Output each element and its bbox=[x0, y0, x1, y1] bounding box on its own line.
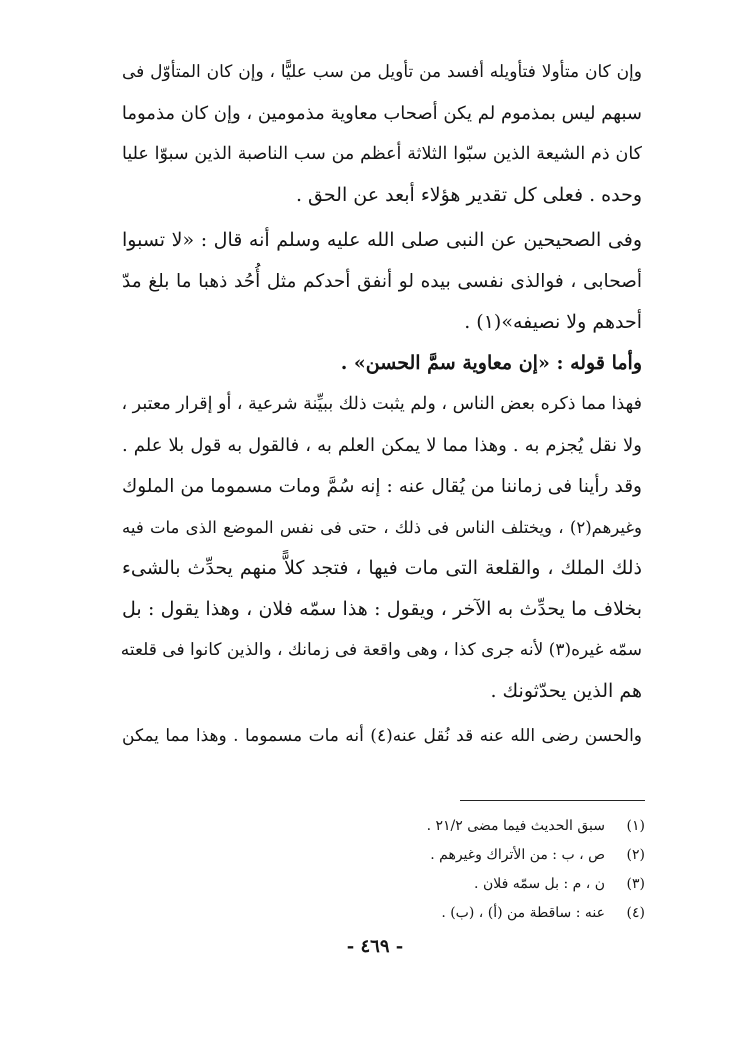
text-line: وقد رأينا فى زماننا من يُقال عنه : إنه سُمَّ ومات مسموما من الملوك bbox=[122, 476, 642, 497]
section-heading: وأما قوله : «إن معاوية سمَّ الحسن» . bbox=[340, 352, 642, 374]
footnote-number: (٣) bbox=[626, 876, 645, 892]
footnote-divider bbox=[460, 800, 645, 801]
footnote-number: (١) bbox=[626, 818, 645, 834]
text-line: كان ذم الشيعة الذين سبّوا الثلاثة أعظم من سب الناصبة الذين سبوّا عليا bbox=[122, 144, 642, 164]
text-line: أصحابى ، فوالذى نفسى بيده لو أنفق أحدكم مثل أُحُد ذهبا ما بلغ مدّ bbox=[122, 271, 642, 292]
footnote-text: ص ، ب : من الأتراك وغيرهم . bbox=[430, 847, 605, 863]
text-line: وإن كان متأولا فتأويله أفسد من تأويل من سب عليًّا ، وإن كان المتأوّل فى bbox=[122, 62, 642, 82]
footnote bbox=[200, 812, 645, 841]
footnote-number: (٢) bbox=[626, 847, 645, 863]
text-line: فهذا مما ذكره بعض الناس ، ولم يثبت ذلك ببيِّنة شرعية ، أو إقرار معتبر ، bbox=[121, 394, 642, 414]
main-text bbox=[122, 52, 642, 757]
footnote-text: عنه : ساقطة من (أ) ، (ب) . bbox=[441, 905, 605, 921]
text-line: أحدهم ولا نصيفه»(١) . bbox=[464, 311, 642, 333]
text-line: سبهم ليس بمذموم لم يكن أصحاب معاوية مذمومين ، وإن كان مذموما bbox=[121, 103, 642, 124]
text-line: وفى الصحيحين عن النبى صلى الله عليه وسلم أنه قال : «لا تسبوا bbox=[122, 229, 642, 251]
text-line: هم الذين يحدّثونك . bbox=[490, 680, 642, 702]
text-line: وغيرهم(٢) ، ويختلف الناس فى ذلك ، حتى فى نفس الموضع الذى مات فيه bbox=[122, 518, 642, 537]
text-line: وحده . فعلى كل تقدير هؤلاء أبعد عن الحق . bbox=[295, 184, 642, 206]
text-line: سمّه غيره(٣) لأنه جرى كذا ، وهى واقعة فى زمانك ، والذين كانوا فى قلعته bbox=[120, 640, 642, 660]
footnote-text: سبق الحديث فيما مضى ٢١/٢ . bbox=[426, 818, 605, 834]
footnote-text: ن ، م : بل سمّه فلان . bbox=[474, 876, 605, 892]
footnotes bbox=[200, 812, 645, 928]
footnote bbox=[200, 899, 645, 928]
page-number: - ٤٦٩ - bbox=[346, 936, 404, 957]
text-line: ولا نقل يُجزم به . وهذا مما لا يمكن العلم به ، فالقول به قول بلا علم . bbox=[122, 435, 642, 456]
text-line: ذلك الملك ، والقلعة التى مات فيها ، فتجد كلاًّ منهم يحدِّث بالشىء bbox=[122, 557, 642, 579]
footnote bbox=[200, 841, 645, 870]
footnote bbox=[200, 870, 645, 899]
footnote-number: (٤) bbox=[626, 905, 645, 921]
text-line: بخلاف ما يحدِّث به الآخر ، ويقول : هذا سمّه فلان ، وهذا يقول : بل bbox=[122, 598, 642, 620]
text-line: والحسن رضى الله عنه قد نُقل عنه(٤) أنه مات مسموما . وهذا مما يمكن bbox=[122, 726, 642, 746]
